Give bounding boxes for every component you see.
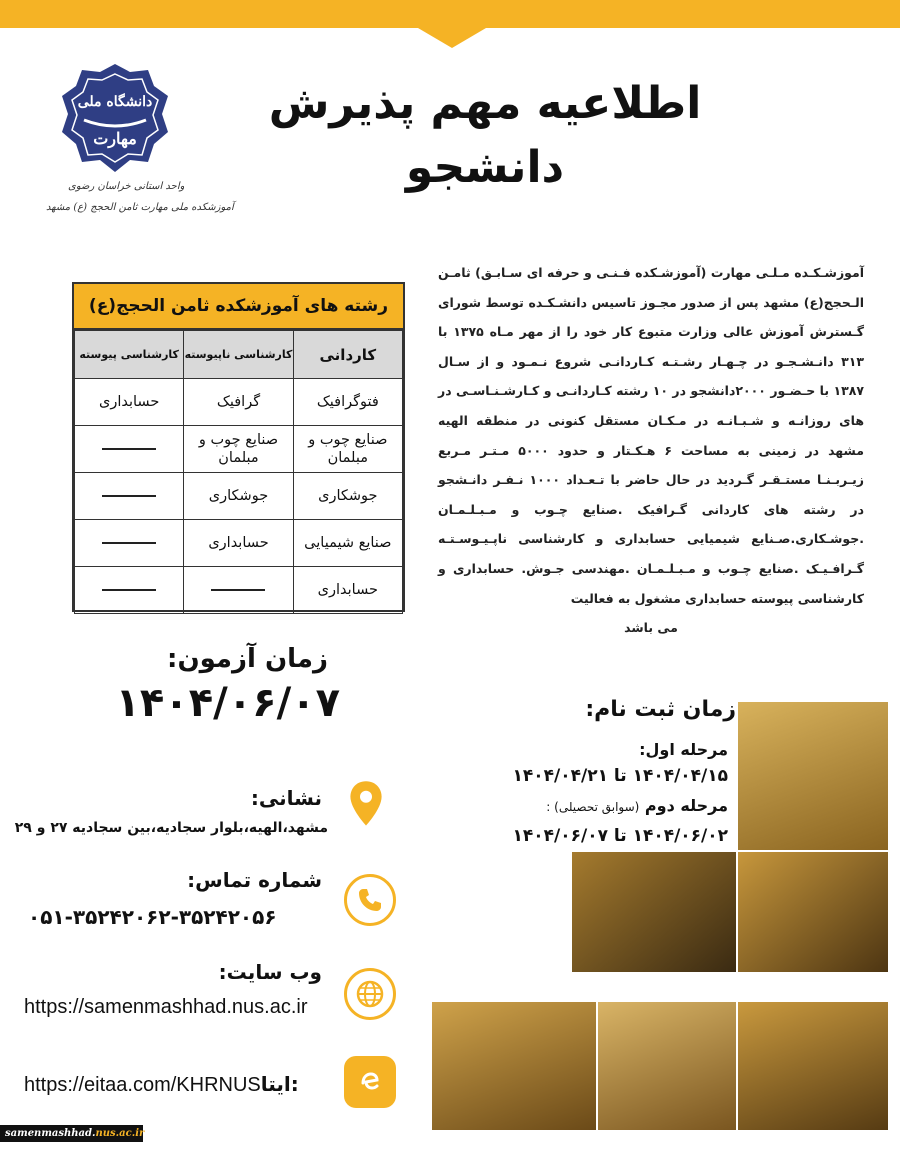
photo-student-3 bbox=[738, 1002, 888, 1130]
address-value: مشهد،الهیه،بلوار سجادیه،بین سجادیه ۲۷ و ۲۹ bbox=[14, 820, 328, 836]
stage2-heading bbox=[546, 796, 728, 815]
stage2-dates: ۱۴۰۴/۰۶/۰۲ تا ۱۴۰۴/۰۶/۰۷ bbox=[512, 826, 728, 846]
photo-instructor bbox=[738, 852, 888, 972]
website-label: وب سایت: bbox=[218, 960, 322, 984]
table-cell: جوشکاری bbox=[293, 473, 402, 520]
table-cell-empty bbox=[75, 426, 184, 473]
header-associate: کاردانی bbox=[293, 331, 402, 379]
table-cell: صنایع چوب و مبلمان bbox=[293, 426, 402, 473]
intro-paragraph bbox=[438, 258, 864, 643]
title-line-2: دانشجو bbox=[405, 142, 565, 193]
table-row bbox=[75, 567, 403, 614]
stage1-dates: ۱۴۰۴/۰۴/۱۵ تا ۱۴۰۴/۰۴/۲۱ bbox=[512, 766, 728, 786]
photo-student-2 bbox=[598, 1002, 736, 1130]
globe-icon bbox=[344, 968, 396, 1020]
logo-word-top: دانشگاه ملی bbox=[77, 94, 153, 110]
stage1-label: مرحله اول: bbox=[639, 740, 728, 759]
majors-table bbox=[72, 282, 405, 612]
phone-value: ۰۵۱-۳۵۲۴۲۰۶۲-۳۵۲۴۲۰۵۶ bbox=[28, 905, 277, 929]
table-cell-empty bbox=[184, 567, 293, 614]
university-logo bbox=[60, 62, 170, 174]
table-row bbox=[75, 379, 403, 426]
table-row bbox=[75, 426, 403, 473]
eitaa-label: ایتا: bbox=[260, 1072, 299, 1096]
table-cell-empty bbox=[75, 520, 184, 567]
empty-dash bbox=[102, 495, 156, 497]
eitaa-icon bbox=[344, 1056, 396, 1108]
empty-dash bbox=[102, 589, 156, 591]
phone-label: شماره تماس: bbox=[187, 868, 322, 892]
majors-table-title: رشته های آموزشکده ثامن الحجج(ع) bbox=[74, 284, 403, 330]
stage2-label: مرحله دوم bbox=[644, 796, 728, 815]
table-row bbox=[75, 520, 403, 567]
page-title bbox=[260, 72, 710, 200]
majors-grid bbox=[74, 330, 403, 614]
watermark-prefix: samenmashhad. bbox=[5, 1128, 96, 1139]
photo-computer-lab bbox=[572, 852, 736, 972]
watermark-suffix: nus.ac.ir bbox=[95, 1128, 145, 1139]
table-cell: گرافیک bbox=[184, 379, 293, 426]
watermark-badge bbox=[0, 1125, 143, 1142]
website-link[interactable]: https://samenmashhad.nus.ac.ir bbox=[24, 996, 308, 1018]
stage2-note: (سوابق تحصیلی) : bbox=[546, 800, 640, 814]
top-accent-notch bbox=[418, 28, 486, 48]
empty-dash bbox=[211, 589, 265, 591]
phone-icon bbox=[344, 874, 396, 926]
table-cell: حسابداری bbox=[75, 379, 184, 426]
table-header-row bbox=[75, 331, 403, 379]
exam-date: ۱۴۰۴/۰۶/۰۷ bbox=[115, 680, 340, 726]
exam-time-label: زمان آزمون: bbox=[167, 644, 328, 674]
eitaa-link[interactable]: https://eitaa.com/KHRNUS bbox=[24, 1074, 261, 1096]
header-discontinuous-bachelor: کارشناسی ناپیوسته bbox=[184, 331, 293, 379]
empty-dash bbox=[102, 448, 156, 450]
table-cell: فتوگرافیک bbox=[293, 379, 402, 426]
eitaa-line bbox=[24, 1072, 299, 1097]
table-cell: صنایع شیمیایی bbox=[293, 520, 402, 567]
intro-tail: می باشد bbox=[624, 620, 678, 636]
logo-caption-1: واحد استانی خراسان رضوی bbox=[68, 181, 185, 192]
top-accent-bar bbox=[0, 0, 900, 28]
registration-time-label: زمان ثبت نام: bbox=[585, 697, 736, 722]
table-cell-empty bbox=[75, 473, 184, 520]
logo-word-bottom: مهارت bbox=[93, 129, 137, 148]
table-cell: جوشکاری bbox=[184, 473, 293, 520]
title-line-1: اطلاعیه مهم پذیرش bbox=[268, 78, 702, 129]
address-label: نشانی: bbox=[250, 786, 322, 810]
table-cell: صنایع چوب و مبلمان bbox=[184, 426, 293, 473]
table-row bbox=[75, 473, 403, 520]
logo-caption-2: آموزشکده ملی مهارت ثامن الحجج (ع) مشهد bbox=[46, 202, 234, 213]
location-pin-icon bbox=[340, 778, 392, 830]
photo-student-1 bbox=[432, 1002, 596, 1130]
header-continuous-bachelor: کارشناسی پیوسته bbox=[75, 331, 184, 379]
table-cell-empty bbox=[75, 567, 184, 614]
photo-classroom-wall bbox=[738, 702, 888, 850]
table-cell: حسابداری bbox=[293, 567, 402, 614]
intro-body: آموزشـكـده مـلـی مهارت (آموزشـکده فـنـی و حرفه ای سـابـق) ثامـن الـحجج(ع) مشهد پس از صدور مجـوز تاسیس دانشـکـده توسط شورای گـسترش آموزش عالی وزارت متبوع کار خود را از مهر مـاه ۱۳۷۵ با ۳۱۳ دانـشـجـو در چـهـار رشـتـه کـاردانـی شروع نـمـود و از سـال ۱۳۸۷ با حـضـور ۲۰۰۰دانشجو در ۱۰ رشته کـاردانـی و کـارشـنـاسـی در های روزانـه و شـبـانـه در مـکـان مستقل کنونی در منطقه الهیه مشهد در زمینی به مساحت ۶ هـکـتار و حدود ۵۰۰۰ مـتـر مـربع زیـربـنـا مستـقـر گـردید در حال حاضر با تـعـداد ۱۰۰۰ نـفـر دانـشجو در رشته های کاردانی گـرافیک .صنایع چـوب و مـبـلـمـان .جوشـکاری.صـنایع شیمیایی حسابداری و کارشناسی ناپـیـوسـتـه گـرافـیـک .صنایع چـوب و مـبـلـمـان .مهندسی جـوش. حسابداری و کارشناسی پیوسته حسابداری مشغول به فعالیت bbox=[438, 265, 864, 606]
table-cell: حسابداری bbox=[184, 520, 293, 567]
empty-dash bbox=[102, 542, 156, 544]
